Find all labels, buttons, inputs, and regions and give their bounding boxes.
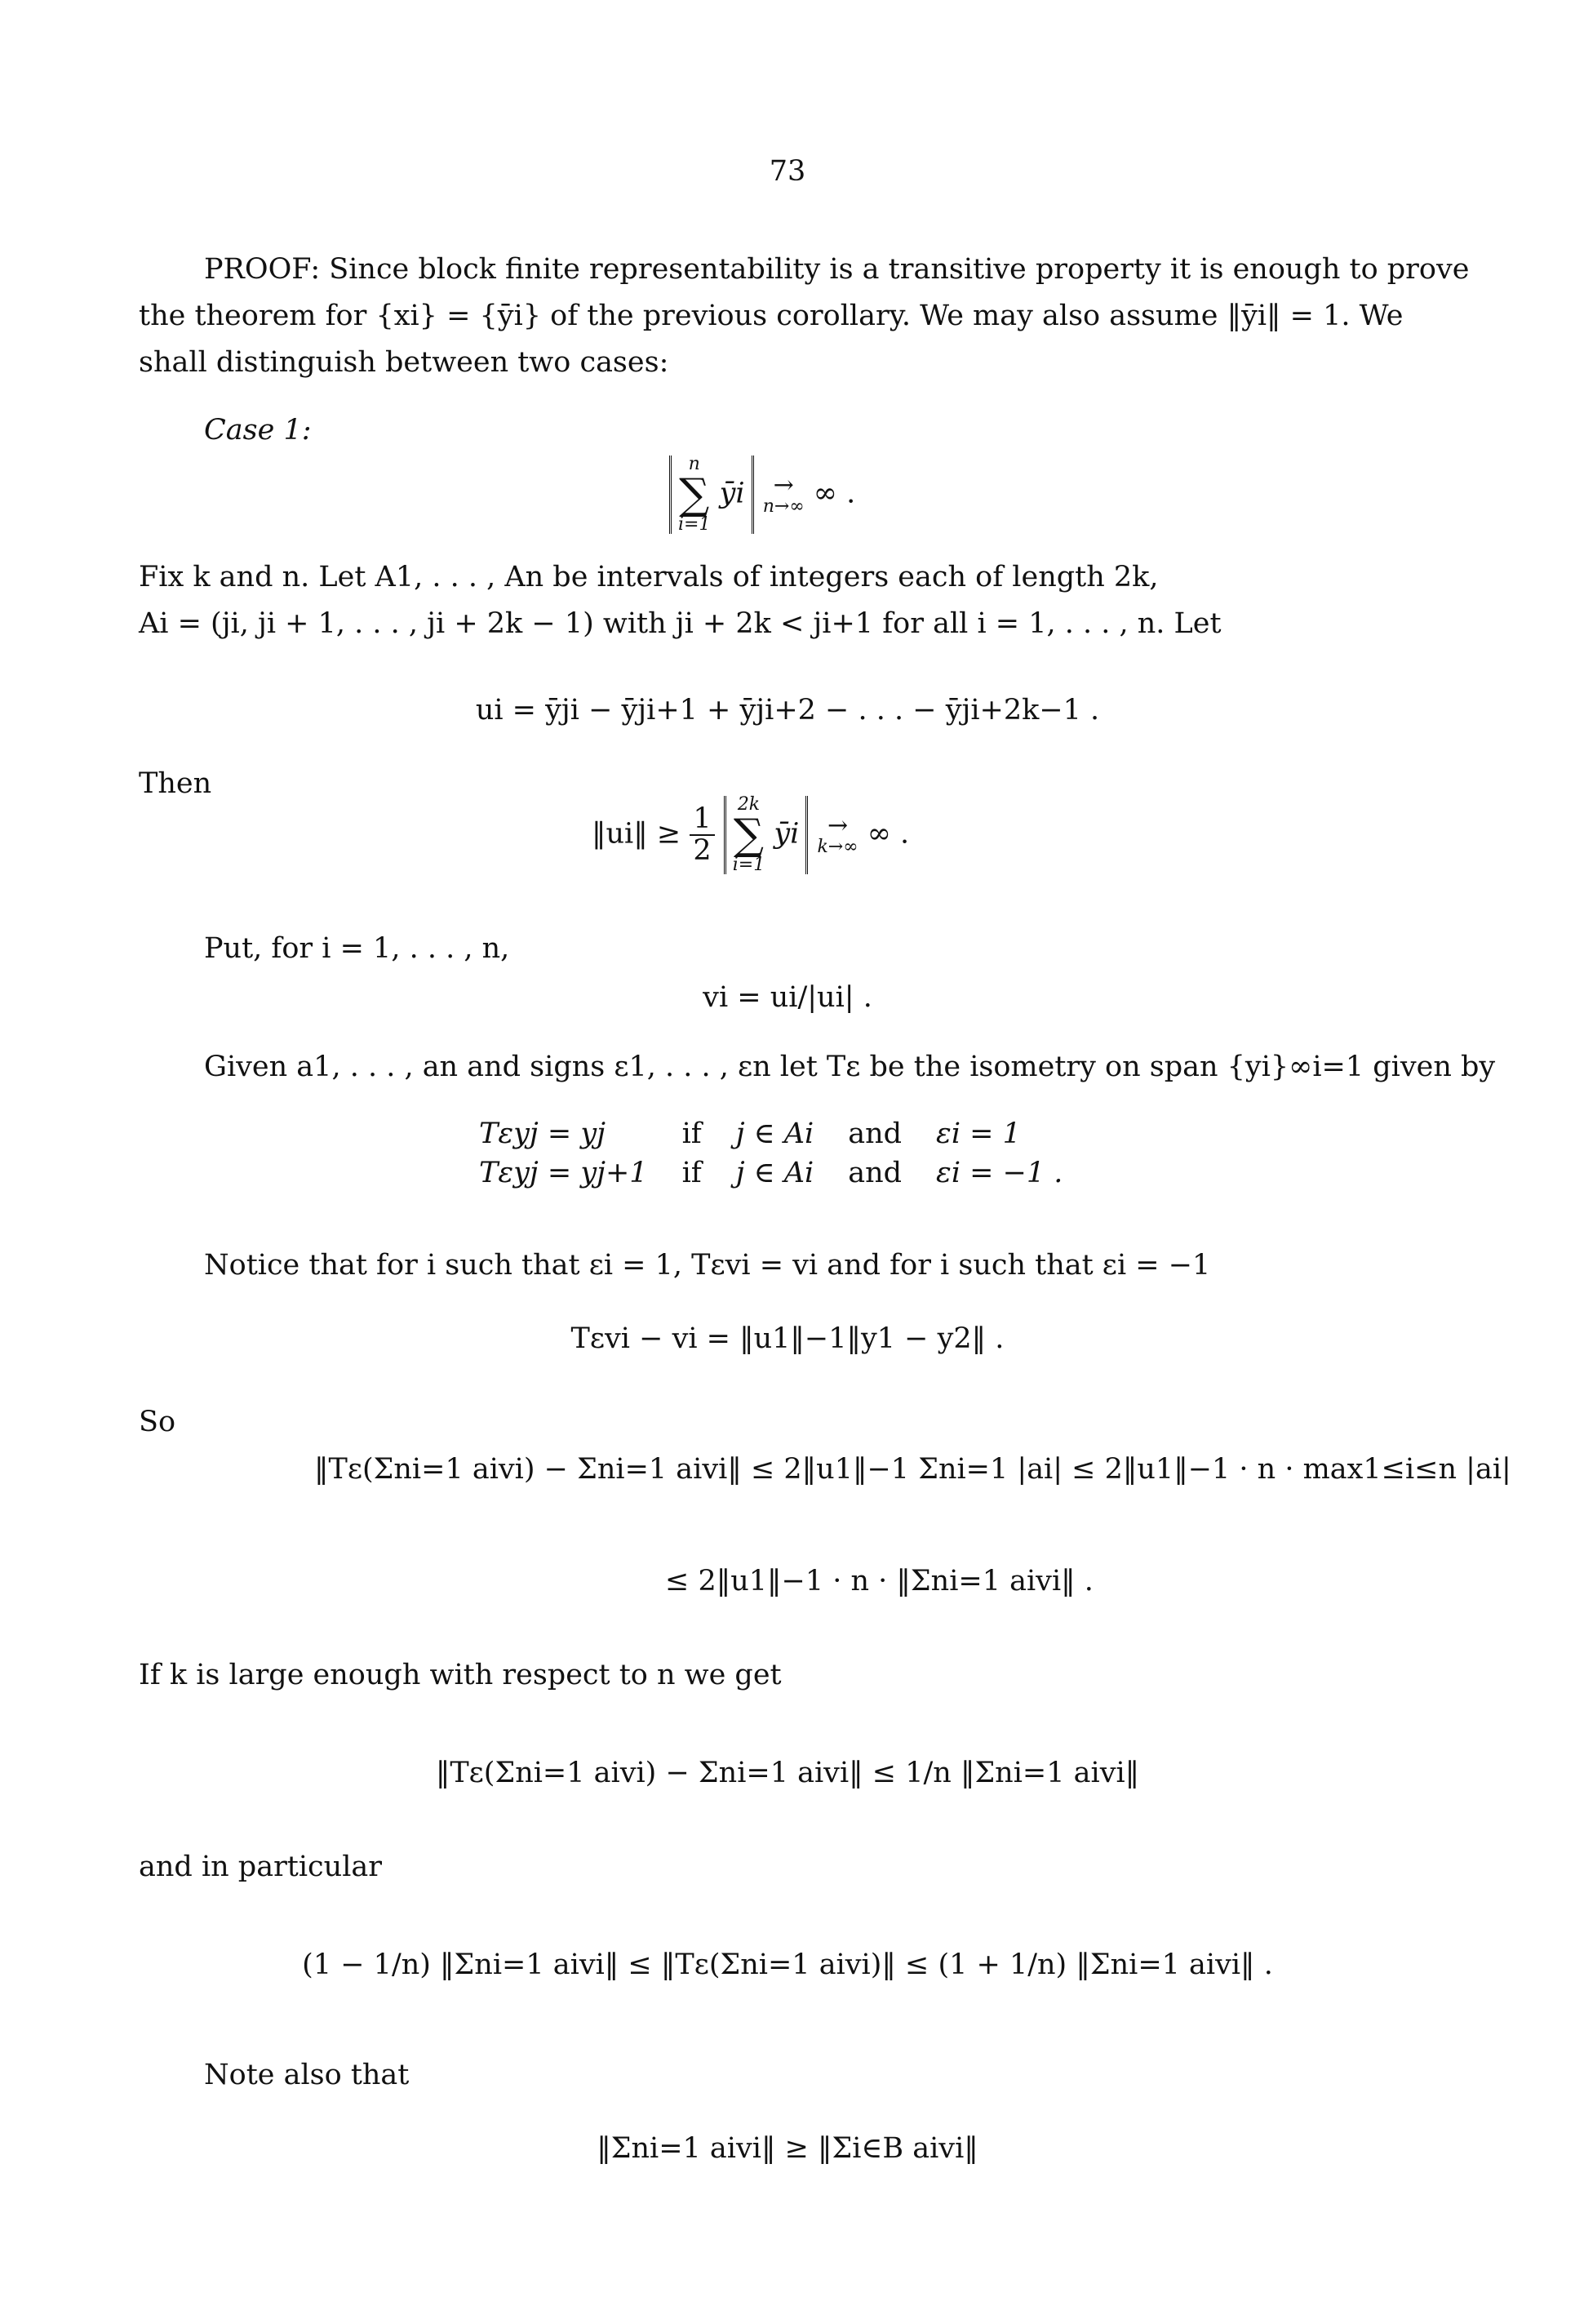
fraction-numerator: 1 (690, 804, 714, 836)
summation (678, 455, 710, 534)
limit-rhs: ∞ . (813, 477, 856, 510)
sigma-symbol: ∑ (733, 811, 765, 860)
case-and: and (848, 1118, 903, 1150)
if-line: If k is large enough with respect to n we get (139, 1659, 782, 1691)
case-and: and (848, 1156, 903, 1189)
case-label: Case 1: (204, 414, 312, 447)
sigma-symbol: ∑ (679, 470, 710, 519)
fix-line-1: Fix k and n. Let A1, . . . , An be intervals of integers each of length 2k, (139, 561, 1159, 593)
given-line: Given a1, . . . , an and signs ε1, . . . , εn let Tε be the isometry on span {yi}∞i=1 given by (204, 1051, 1496, 1083)
right-arrow-icon: → (773, 471, 794, 500)
limit-arrow (763, 473, 805, 516)
fix-line-2: Ai = (ji, ji + 1, . . . , ji + 2k − 1) with ji + 2k < ji+1 for all i = 1, . . . , n. Let (139, 607, 1222, 640)
equation-particular: (1 − 1/n) ‖Σni=1 aivi‖ ≤ ‖Tε(Σni=1 aivi)‖ ≤ (1 + 1/n) ‖Σni=1 aivi‖ . (302, 1949, 1273, 1981)
sum-upper-limit: 2k (737, 794, 761, 815)
page-number: 73 (769, 155, 806, 188)
proof-line-1: PROOF: Since block finite representability is a transitive property it is enough to prove (204, 253, 1470, 286)
equation-ui: ui = ȳji − ȳji+1 + ȳji+2 − . . . − ȳji+2k−1 . (475, 694, 1100, 727)
note-line: Note also that (204, 2059, 410, 2091)
case-if: if (681, 1156, 702, 1189)
notice-line: Notice that for i such that εi = 1, Tεvi = vi and for i such that εi = −1 (204, 1249, 1211, 1282)
limit-subscript: k→∞ (817, 837, 858, 857)
case-sign: εi = −1 . (936, 1156, 1063, 1189)
case-if: if (681, 1118, 702, 1150)
case-row (463, 1116, 1079, 1153)
limit-subscript: n→∞ (762, 496, 805, 517)
limit-arrow (817, 811, 858, 857)
case-lhs: Tεyj = yj (479, 1118, 606, 1150)
right-arrow-icon: → (827, 811, 849, 840)
sum-upper-limit: n (688, 454, 700, 474)
equation-note: ‖Σni=1 aivi‖ ≥ ‖Σi∈B aivi‖ (597, 2132, 978, 2165)
sum-index: i=1 (678, 514, 711, 535)
sum-term: ȳi (719, 477, 745, 510)
case-sign: εi = 1 (936, 1118, 1021, 1150)
case-row (463, 1155, 1079, 1193)
fraction-half (690, 804, 714, 866)
case-lhs: Tεyj = yj+1 (479, 1156, 648, 1189)
proof-line-2: the theorem for {xi} = {ȳi} of the previous corollary. We may also assume ‖ȳi‖ = 1. We (139, 300, 1404, 332)
proof-line-3: shall distinguish between two cases: (139, 346, 669, 379)
equation-notice: Tεvi − vi = ‖u1‖−1‖y1 − y2‖ . (570, 1322, 1005, 1355)
so-label: So (139, 1406, 176, 1438)
equation-if: ‖Tε(Σni=1 aivi) − Σni=1 aivi‖ ≤ 1/n ‖Σni=1 aivi‖ (435, 1757, 1140, 1789)
fraction-denominator: 2 (693, 834, 712, 867)
particular-label: and in particular (139, 1851, 382, 1883)
sum-term: ȳi (774, 817, 800, 851)
norm (669, 455, 754, 534)
norm (724, 796, 809, 874)
case-membership: j ∈ Ai (735, 1156, 814, 1189)
equation-case1 (669, 455, 855, 534)
equation-so-2: ≤ 2‖u1‖−1 · n · ‖Σni=1 aivi‖ . (665, 1565, 1094, 1597)
summation (733, 796, 765, 874)
put-line: Put, for i = 1, . . . , n, (204, 932, 510, 965)
limit-rhs: ∞ . (867, 817, 910, 851)
equation-then (592, 796, 909, 874)
equation-vi: vi = ui/|ui| . (703, 981, 872, 1014)
sum-index: i=1 (732, 855, 765, 875)
then-label: Then (139, 767, 212, 800)
then-lhs: ‖ui‖ ≥ (592, 817, 681, 851)
isometry-cases (461, 1114, 1080, 1193)
case-membership: j ∈ Ai (735, 1118, 814, 1150)
equation-so-1: ‖Tε(Σni=1 aivi) − Σni=1 aivi‖ ≤ 2‖u1‖−1 Σni=1 |ai| ≤ 2‖u1‖−1 · n · max1≤i≤n |ai| (314, 1453, 1511, 1486)
